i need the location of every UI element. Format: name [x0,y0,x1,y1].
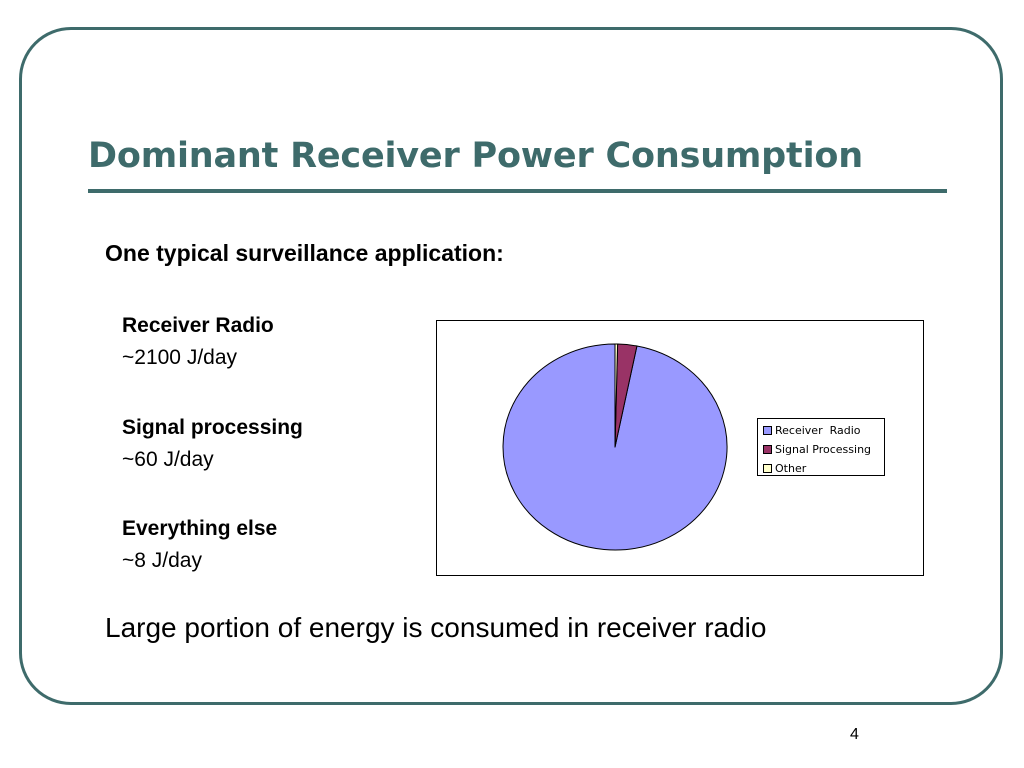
slide-title: Dominant Receiver Power Consumption [88,136,863,176]
pie-chart-box [436,320,924,576]
legend-label: Other [775,462,807,475]
legend-label: Receiver Radio [775,424,861,437]
legend-swatch [763,464,772,473]
legend-swatch [763,445,772,454]
item-signal-processing [122,412,303,476]
item-receiver-radio [122,310,274,374]
item-value: ~8 J/day [122,549,202,572]
conclusion-text: Large portion of energy is consumed in receiver radio [105,612,767,643]
page-number: 4 [850,726,859,743]
item-name: Everything else [122,517,278,540]
item-name: Receiver Radio [122,314,274,337]
item-value: ~2100 J/day [122,346,238,369]
subtitle: One typical surveillance application: [105,240,504,266]
legend-swatch [763,426,772,435]
chart-legend [757,418,885,476]
legend-item [763,459,884,478]
legend-item [763,440,884,459]
legend-item [763,421,884,440]
legend-label: Signal Processing [775,443,872,456]
item-everything-else [122,513,277,577]
item-name: Signal processing [122,416,303,439]
item-value: ~60 J/day [122,448,214,471]
title-divider [88,189,947,193]
